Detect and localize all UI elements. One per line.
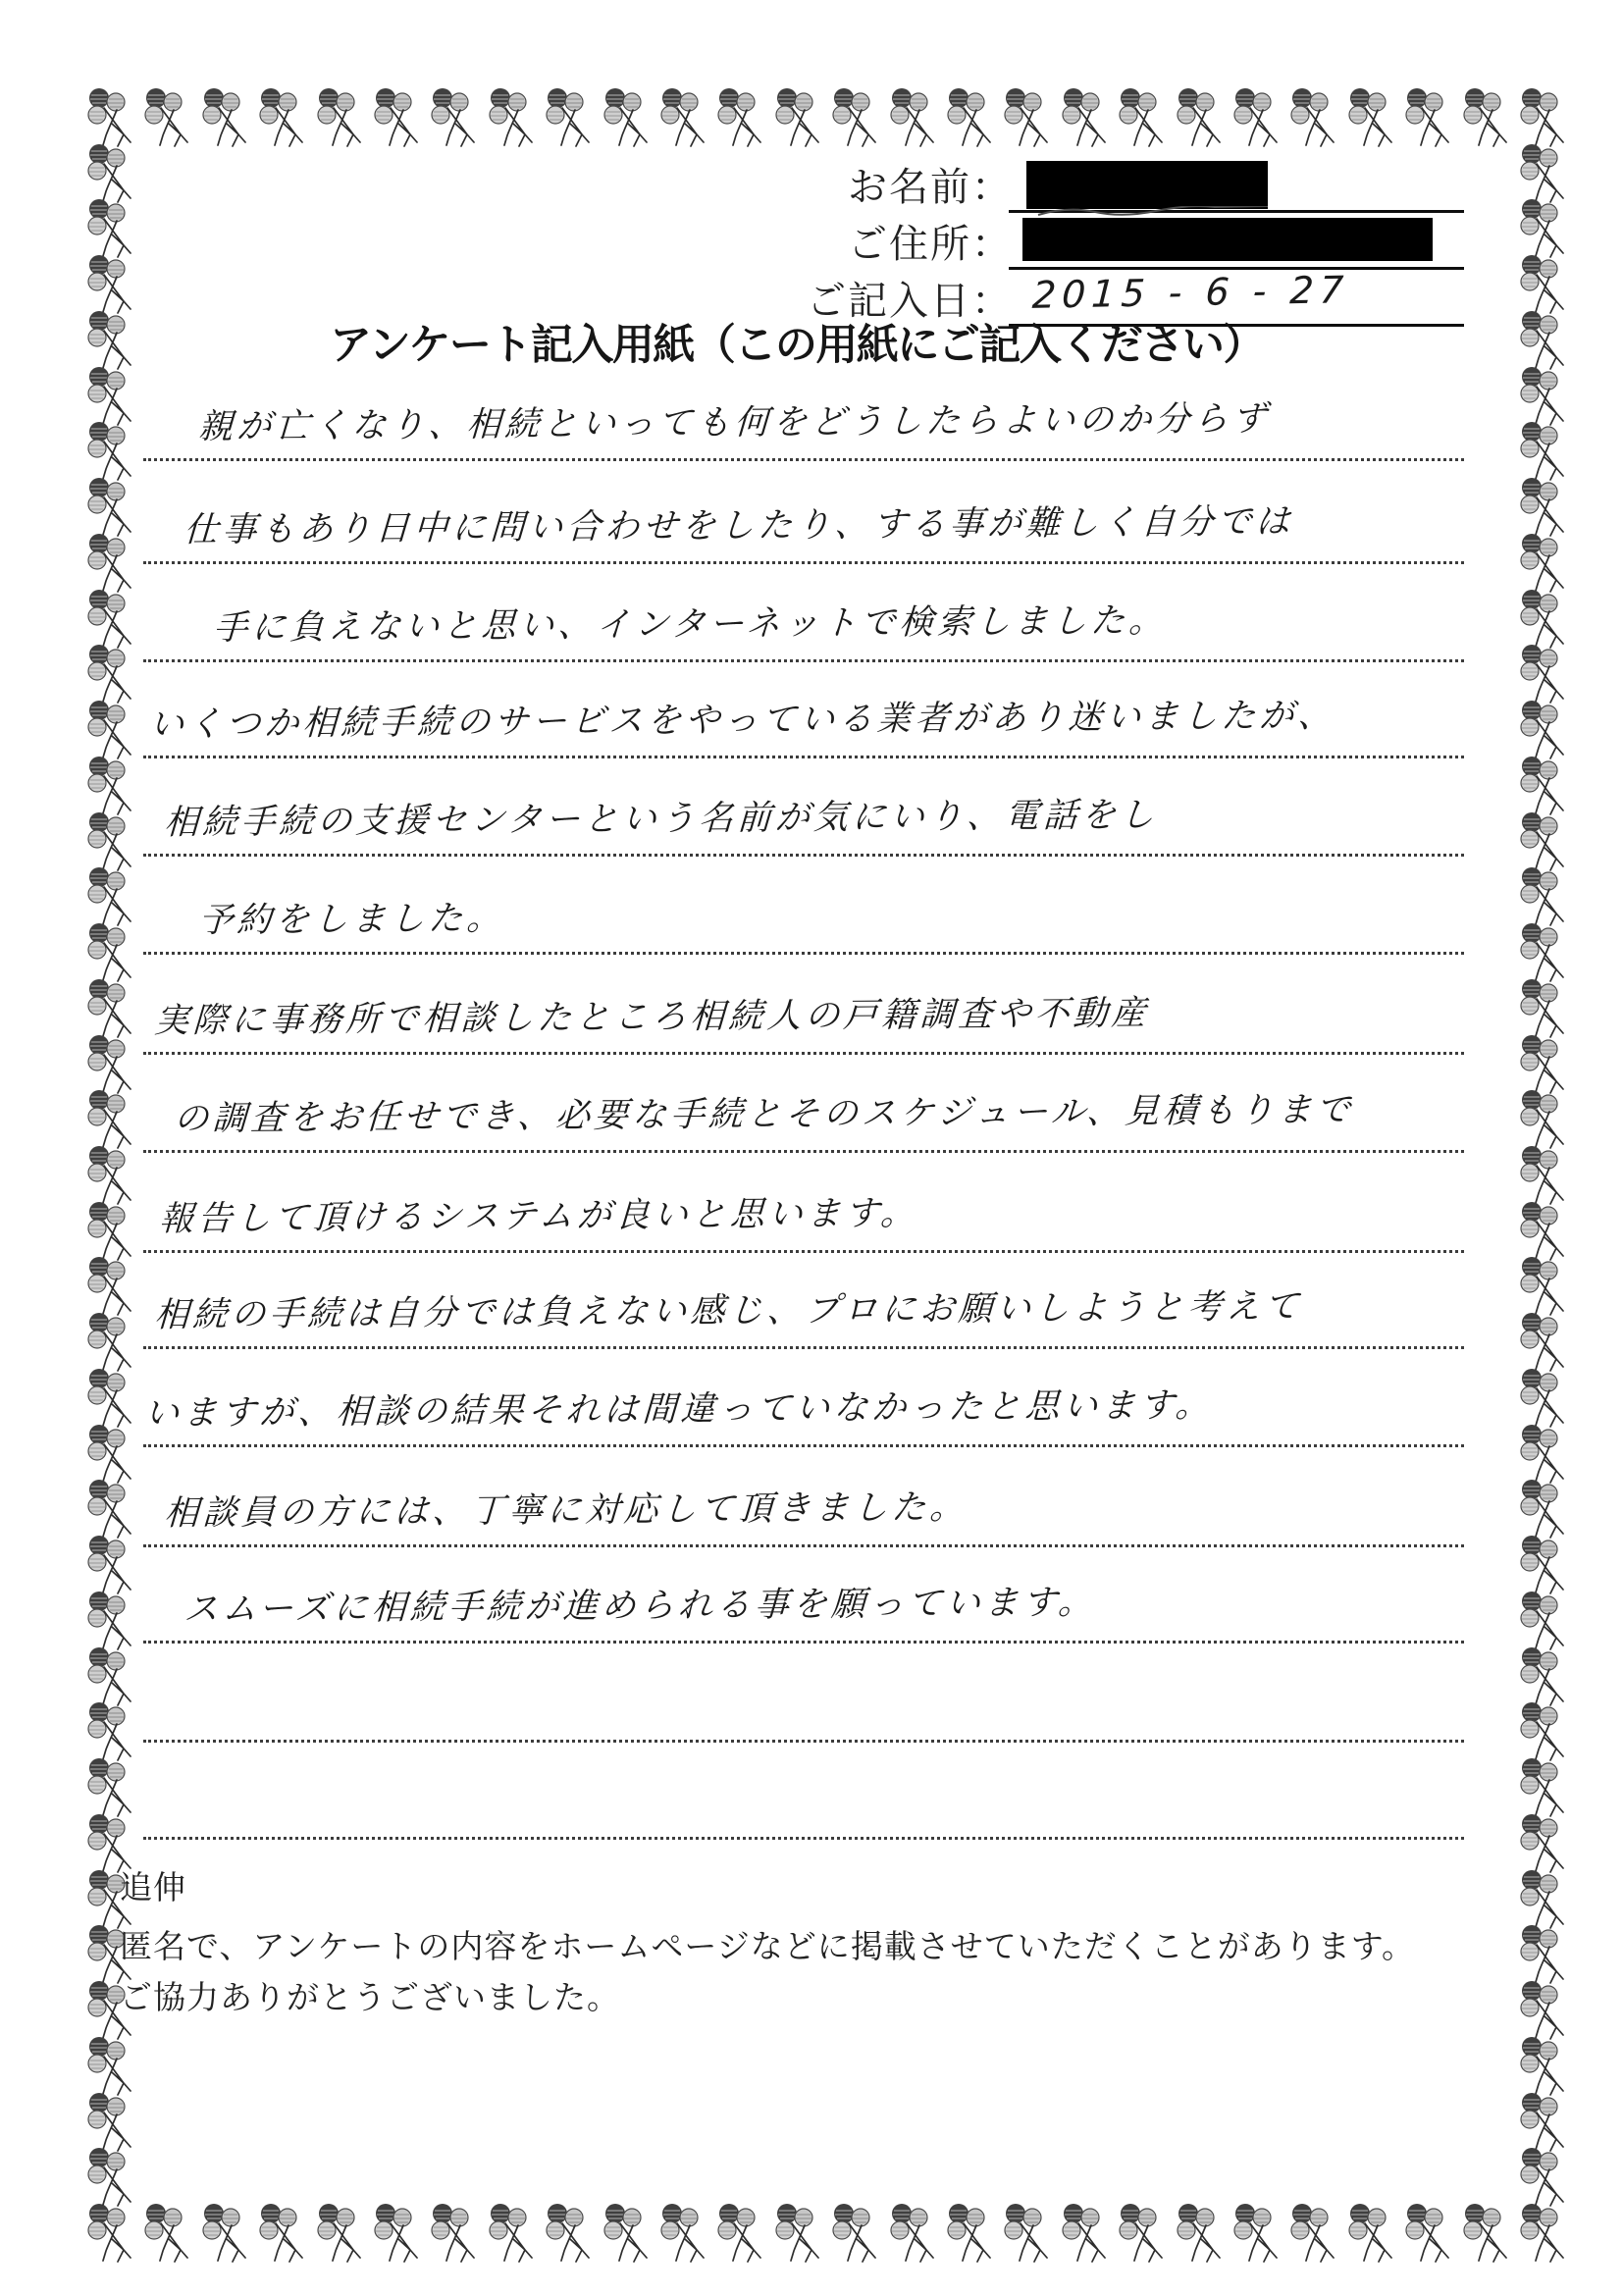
balloon-bouquet-stamp-icon (601, 86, 652, 151)
balloon-bouquet-stamp-icon (1402, 86, 1453, 151)
handwriting-line (143, 1266, 1464, 1349)
handwriting-line (143, 378, 1464, 461)
balloon-bouquet-stamp-icon (371, 86, 422, 151)
balloon-bouquet-stamp-icon (314, 2202, 365, 2267)
balloon-bouquet-stamp-icon (199, 86, 250, 151)
balloon-bouquet-stamp-icon (829, 2202, 880, 2267)
balloon-bouquet-stamp-icon (141, 2202, 192, 2267)
balloon-bouquet-stamp-icon (944, 86, 995, 151)
handwriting-line (143, 1659, 1464, 1743)
balloon-bouquet-stamp-icon (371, 2202, 422, 2267)
balloon-bouquet-stamp-icon (1059, 86, 1110, 151)
handwriting-text: 仕事もあり日中に問い合わせをしたり、する事が難しく自分では (183, 501, 1295, 550)
balloon-bouquet-stamp-icon (428, 86, 479, 151)
balloon-bouquet-stamp-icon (1001, 2202, 1052, 2267)
handwriting-text: 相談員の方には、丁寧に対応して頂きました。 (163, 1487, 969, 1534)
postscript-label: 追伸 (120, 1871, 186, 1906)
balloon-bouquet-stamp-icon (1402, 2202, 1453, 2267)
balloon-bouquet-stamp-icon (772, 86, 823, 151)
handwriting-text: 相続の手続は自分では負えない感じ、プロにお願いしようと考えて (153, 1286, 1304, 1335)
handwriting-text: 実際に事務所で相談したところ相続人の戸籍調査や不動産 (153, 993, 1151, 1041)
handwriting-line (143, 871, 1464, 955)
balloon-bouquet-stamp-icon (714, 2202, 765, 2267)
balloon-bouquet-stamp-icon (1287, 86, 1338, 151)
handwriting-text: 報告して頂けるシステムが良いと思います。 (158, 1193, 919, 1239)
handwriting-text: 予約をしました。 (197, 899, 506, 941)
balloon-bouquet-stamp-icon (714, 86, 765, 151)
handwriting-line (143, 675, 1464, 758)
handwriting-line (143, 1560, 1464, 1644)
handwriting-line (143, 1170, 1464, 1253)
address-field-line (1009, 222, 1464, 270)
balloon-bouquet-stamp-icon (657, 2202, 708, 2267)
balloon-bouquet-stamp-icon (1001, 86, 1052, 151)
balloon-bouquet-stamp-icon (199, 2202, 250, 2267)
handwriting-text: の調査をお任せでき、必要な手続とそのスケジュール、見積もりまで (173, 1090, 1355, 1139)
balloon-bouquet-stamp-icon (256, 86, 307, 151)
balloon-bouquet-stamp-icon (486, 2202, 537, 2267)
handwriting-line (143, 1364, 1464, 1447)
date-handwriting: 2015 - 6 - 27 (1030, 268, 1351, 317)
anonymity-notice: 匿名で、アンケートの内容をホームページなどに掲載させていただくことがあります。 (120, 1930, 1416, 1965)
handwriting-text: 相続手続の支援センターという名前が気にいり、電話をし (163, 795, 1159, 843)
thanks-message: ご協力ありがとうございました。 (120, 1981, 620, 2016)
handwriting-line (143, 1070, 1464, 1153)
handwriting-line (143, 1756, 1464, 1840)
balloon-bouquet-stamp-icon (428, 2202, 479, 2267)
balloon-bouquet-stamp-icon (1116, 86, 1167, 151)
balloon-bouquet-stamp-icon (601, 2202, 652, 2267)
balloon-bouquet-stamp-icon (1460, 2202, 1511, 2267)
date-field-label: ご記入日： (807, 279, 1013, 323)
balloon-bouquet-stamp-icon (1174, 2202, 1225, 2267)
balloon-bouquet-stamp-icon (657, 86, 708, 151)
balloon-bouquet-stamp-icon (141, 86, 192, 151)
balloon-bouquet-stamp-icon (1517, 2202, 1568, 2267)
balloon-bouquet-stamp-icon (1230, 86, 1282, 151)
handwriting-line (143, 773, 1464, 857)
handwriting-line (143, 971, 1464, 1055)
balloon-bouquet-stamp-icon (1460, 86, 1511, 151)
balloon-bouquet-stamp-icon (314, 86, 365, 151)
name-field-label: お名前： (848, 165, 1013, 209)
address-field-label: ご住所： (848, 222, 1013, 266)
balloon-bouquet-stamp-icon (543, 2202, 594, 2267)
balloon-bouquet-stamp-icon (772, 2202, 823, 2267)
balloon-bouquet-stamp-icon (543, 86, 594, 151)
handwriting-text: いくつか相続手続のサービスをやっている業者があり迷いましたが、 (148, 696, 1337, 745)
balloon-bouquet-stamp-icon (887, 2202, 938, 2267)
partial-pen-stroke (1036, 206, 1272, 218)
balloon-bouquet-stamp-icon (1174, 86, 1225, 151)
balloon-bouquet-stamp-icon (84, 2146, 135, 2211)
form-title: アンケート記入用紙（この用紙にご記入ください） (330, 322, 1264, 369)
handwriting-text: いますが、相談の結果それは間違っていなかったと思います。 (143, 1385, 1215, 1434)
balloon-bouquet-stamp-icon (887, 86, 938, 151)
balloon-bouquet-stamp-icon (1116, 2202, 1167, 2267)
balloon-bouquet-stamp-icon (944, 2202, 995, 2267)
balloon-bouquet-stamp-icon (1345, 86, 1396, 151)
balloon-bouquet-stamp-icon (1517, 2146, 1568, 2211)
balloon-bouquet-stamp-icon (486, 86, 537, 151)
handwriting-line (143, 1464, 1464, 1547)
balloon-bouquet-stamp-icon (1345, 2202, 1396, 2267)
handwriting-line (143, 481, 1464, 564)
handwriting-line (143, 579, 1464, 662)
handwriting-text: スムーズに相続手続が進められる事を願っています。 (183, 1583, 1097, 1630)
balloon-bouquet-stamp-icon (1287, 2202, 1338, 2267)
balloon-bouquet-stamp-icon (84, 2202, 135, 2267)
address-redaction-bar (1022, 218, 1433, 261)
name-redaction-bar (1026, 161, 1268, 209)
balloon-bouquet-stamp-icon (829, 86, 880, 151)
balloon-bouquet-stamp-icon (1059, 2202, 1110, 2267)
handwriting-text: 手に負えないと思い、インターネットで検索しました。 (212, 600, 1169, 649)
handwriting-text: 親が亡くなり、相続といっても何をどうしたらよいのか分らず (197, 398, 1272, 447)
balloon-bouquet-stamp-icon (256, 2202, 307, 2267)
balloon-bouquet-stamp-icon (1230, 2202, 1282, 2267)
